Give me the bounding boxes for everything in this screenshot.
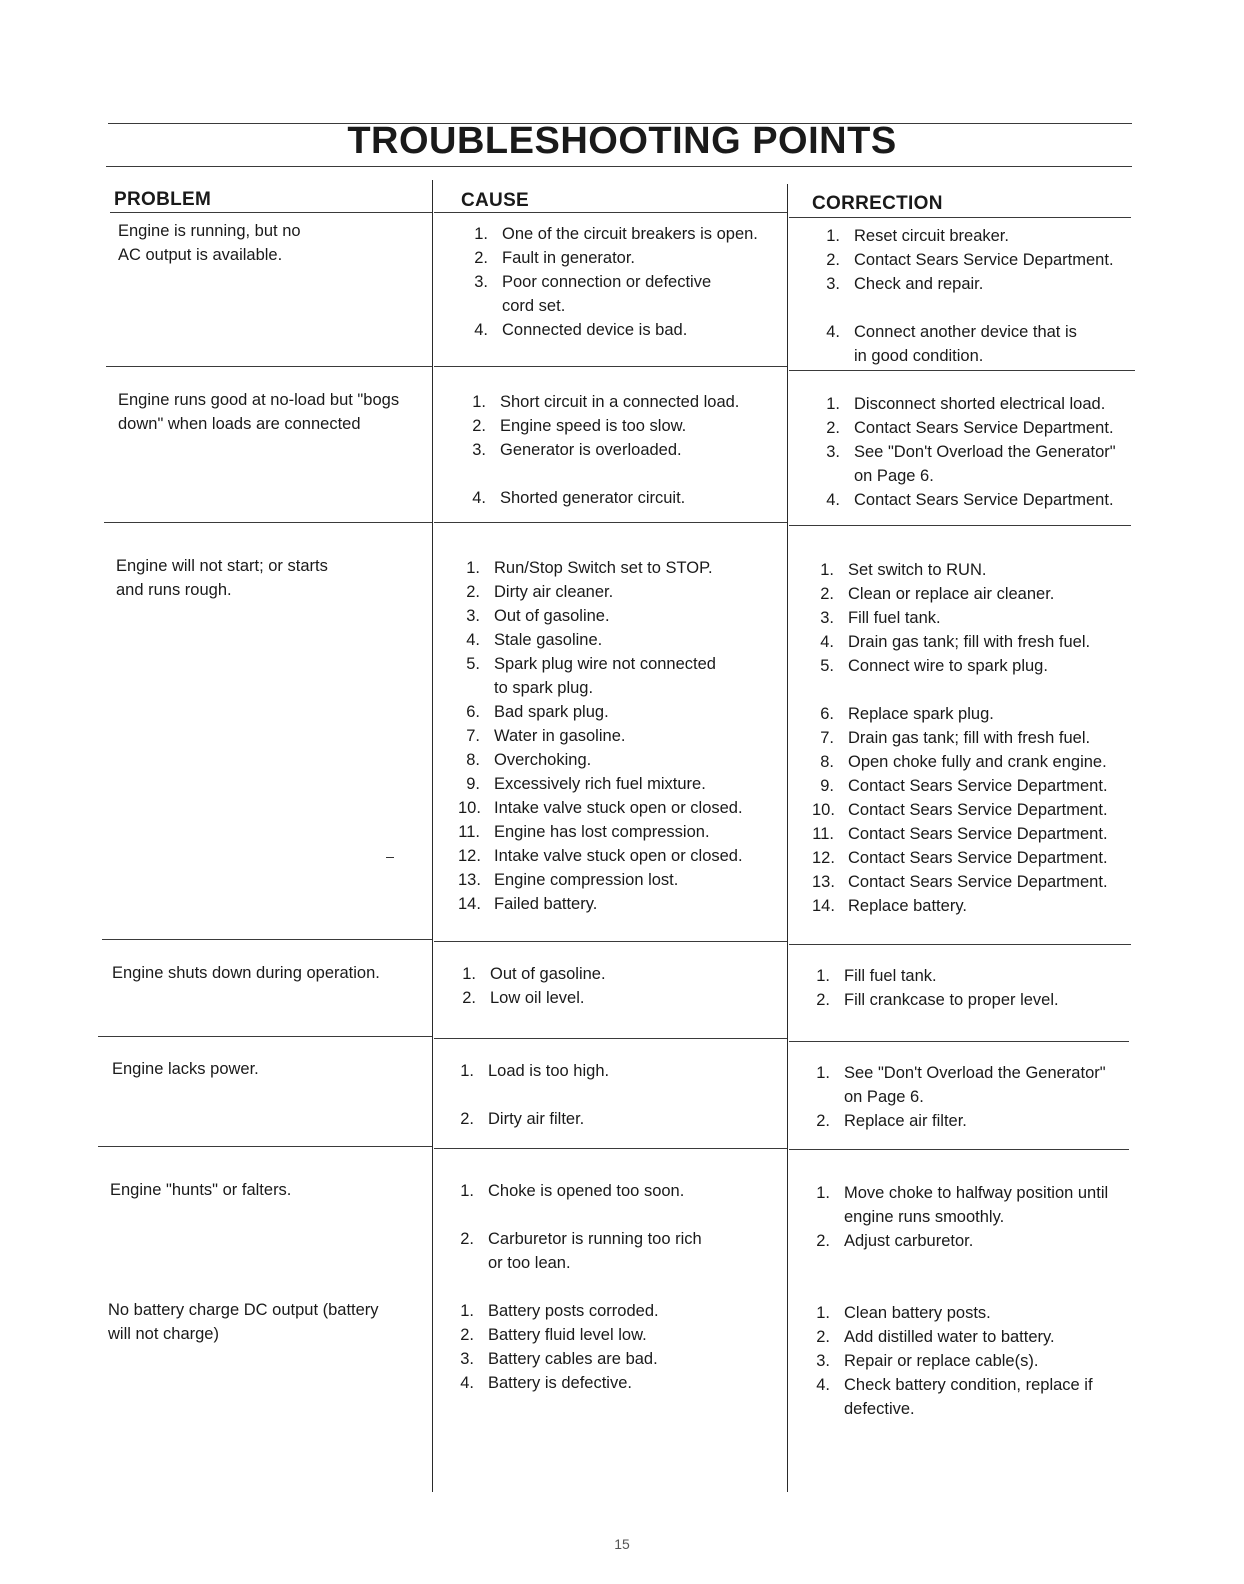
list-item bbox=[466, 222, 782, 246]
list-item bbox=[808, 1109, 1140, 1133]
item-text: Short circuit in a connected load. bbox=[500, 393, 740, 411]
list-item bbox=[812, 846, 1140, 870]
item-number: 1. bbox=[460, 1182, 474, 1200]
list-item bbox=[452, 1347, 774, 1371]
list-item bbox=[812, 606, 1140, 630]
item-number: 14. bbox=[812, 897, 835, 915]
item-text: Engine speed is too slow. bbox=[500, 417, 687, 435]
item-text: Move choke to halfway position until engine runs smoothly. bbox=[844, 1184, 1109, 1226]
header-correction: CORRECTION bbox=[812, 193, 943, 214]
list-item bbox=[812, 726, 1140, 750]
list-item bbox=[808, 1301, 1142, 1325]
item-number: 4. bbox=[820, 633, 834, 651]
item-text: Contact Sears Service Department. bbox=[848, 801, 1108, 819]
correction-list-hunts-falters bbox=[808, 1181, 1142, 1253]
item-number: 4. bbox=[826, 323, 840, 341]
item-number: 2. bbox=[826, 419, 840, 437]
item-number: 8. bbox=[466, 751, 480, 769]
row-separator bbox=[789, 1041, 1129, 1042]
list-item bbox=[452, 1323, 774, 1347]
header-underline-correction bbox=[789, 217, 1131, 218]
list-item bbox=[812, 774, 1140, 798]
list-item bbox=[818, 224, 1140, 248]
cause-list-shuts-down bbox=[454, 962, 774, 1010]
header-underline-problem bbox=[110, 212, 432, 213]
item-text: Load is too high. bbox=[488, 1062, 610, 1080]
stray-mark bbox=[386, 857, 394, 858]
item-number: 9. bbox=[820, 777, 834, 795]
item-text: See "Don't Overload the Generator" on Page 6. bbox=[854, 443, 1116, 485]
item-number: 1. bbox=[820, 561, 834, 579]
list-item bbox=[812, 750, 1140, 774]
list-spacer bbox=[812, 678, 1140, 702]
list-item bbox=[818, 488, 1140, 512]
correction-list-ac-output bbox=[818, 224, 1140, 368]
problem-battery-charge: No battery charge DC output (battery will not charge) bbox=[108, 1301, 379, 1343]
row-separator bbox=[434, 941, 787, 942]
item-text: Dirty air cleaner. bbox=[494, 583, 614, 601]
item-number: 3. bbox=[826, 443, 840, 461]
list-item bbox=[808, 1181, 1142, 1229]
item-number: 11. bbox=[812, 825, 834, 843]
item-text: Shorted generator circuit. bbox=[500, 489, 686, 507]
item-number: 7. bbox=[820, 729, 834, 747]
list-item bbox=[454, 986, 774, 1010]
item-text: Battery posts corroded. bbox=[488, 1302, 659, 1320]
cause-list-lacks-power bbox=[452, 1059, 774, 1131]
problem-ac-output: Engine is running, but no AC output is available. bbox=[118, 222, 301, 264]
list-item bbox=[458, 844, 782, 868]
list-item bbox=[818, 272, 1140, 296]
item-number: 1. bbox=[826, 395, 840, 413]
header-cause: CAUSE bbox=[461, 190, 530, 211]
list-item bbox=[808, 964, 1138, 988]
item-number: 6. bbox=[466, 703, 480, 721]
item-text: Clean or replace air cleaner. bbox=[848, 585, 1055, 603]
item-number: 4. bbox=[460, 1374, 474, 1392]
list-item bbox=[818, 320, 1140, 368]
item-text: Contact Sears Service Department. bbox=[848, 873, 1108, 891]
item-number: 7. bbox=[466, 727, 480, 745]
item-text: Engine has lost compression. bbox=[494, 823, 710, 841]
item-text: Intake valve stuck open or closed. bbox=[494, 847, 743, 865]
item-number: 10. bbox=[458, 799, 481, 817]
item-text: Drain gas tank; fill with fresh fuel. bbox=[848, 633, 1091, 651]
row-separator bbox=[102, 939, 432, 940]
item-number: 2. bbox=[460, 1326, 474, 1344]
item-text: Fill crankcase to proper level. bbox=[844, 991, 1059, 1009]
item-number: 3. bbox=[820, 609, 834, 627]
list-item bbox=[458, 796, 782, 820]
item-number: 5. bbox=[466, 655, 480, 673]
row-separator bbox=[789, 1149, 1129, 1150]
item-number: 13. bbox=[458, 871, 481, 889]
item-text: Battery is defective. bbox=[488, 1374, 632, 1392]
list-item bbox=[458, 868, 782, 892]
item-number: 1. bbox=[466, 559, 480, 577]
list-item bbox=[464, 438, 782, 462]
item-text: See "Don't Overload the Generator" on Page 6. bbox=[844, 1064, 1106, 1106]
item-text: Check battery condition, replace if defective. bbox=[844, 1376, 1093, 1418]
list-item bbox=[466, 270, 782, 318]
item-number: 4. bbox=[816, 1376, 830, 1394]
item-text: Clean battery posts. bbox=[844, 1304, 991, 1322]
problem-lacks-power: Engine lacks power. bbox=[112, 1060, 259, 1078]
item-number: 1. bbox=[816, 1304, 830, 1322]
item-text: Failed battery. bbox=[494, 895, 598, 913]
item-text: Connect another device that is in good condition. bbox=[854, 323, 1077, 365]
item-text: Spark plug wire not connected to spark plug. bbox=[494, 655, 716, 697]
cause-list-will-not-start bbox=[458, 556, 782, 916]
item-text: Contact Sears Service Department. bbox=[854, 419, 1114, 437]
list-item bbox=[808, 1373, 1142, 1421]
item-number: 13. bbox=[812, 873, 835, 891]
list-item bbox=[464, 486, 782, 510]
item-number: 9. bbox=[466, 775, 480, 793]
item-number: 3. bbox=[826, 275, 840, 293]
item-number: 3. bbox=[474, 273, 488, 291]
page-title: TROUBLESHOOTING POINTS bbox=[347, 120, 897, 162]
list-item bbox=[808, 1349, 1142, 1373]
item-text: Engine compression lost. bbox=[494, 871, 679, 889]
correction-list-bogs-down bbox=[818, 392, 1140, 512]
list-item bbox=[812, 702, 1140, 726]
item-text: Set switch to RUN. bbox=[848, 561, 987, 579]
item-number: 1. bbox=[462, 965, 476, 983]
item-number: 12. bbox=[812, 849, 835, 867]
list-item bbox=[812, 870, 1140, 894]
item-number: 2. bbox=[816, 1328, 830, 1346]
item-text: One of the circuit breakers is open. bbox=[502, 225, 758, 243]
item-number: 3. bbox=[472, 441, 486, 459]
item-number: 6. bbox=[820, 705, 834, 723]
item-text: Replace battery. bbox=[848, 897, 967, 915]
row-separator bbox=[434, 1038, 787, 1039]
list-item bbox=[458, 772, 782, 796]
item-text: Battery fluid level low. bbox=[488, 1326, 647, 1344]
item-text: Replace spark plug. bbox=[848, 705, 994, 723]
list-item bbox=[808, 988, 1138, 1012]
problem-will-not-start: Engine will not start; or starts and runs rough. bbox=[116, 557, 328, 599]
item-text: Contact Sears Service Department. bbox=[848, 825, 1108, 843]
correction-list-battery-charge bbox=[808, 1301, 1142, 1421]
list-item bbox=[808, 1325, 1142, 1349]
item-text: Intake valve stuck open or closed. bbox=[494, 799, 743, 817]
item-text: Overchoking. bbox=[494, 751, 592, 769]
item-text: Low oil level. bbox=[490, 989, 585, 1007]
list-item bbox=[464, 414, 782, 438]
list-item bbox=[458, 580, 782, 604]
item-text: Connected device is bad. bbox=[502, 321, 688, 339]
list-item bbox=[452, 1059, 774, 1083]
list-item bbox=[452, 1107, 774, 1131]
title-rule-bottom bbox=[106, 166, 1132, 167]
list-item bbox=[812, 582, 1140, 606]
list-item bbox=[812, 630, 1140, 654]
item-number: 1. bbox=[826, 227, 840, 245]
item-text: Fill fuel tank. bbox=[848, 609, 941, 627]
row-separator bbox=[434, 366, 787, 367]
item-number: 4. bbox=[466, 631, 480, 649]
item-text: Generator is overloaded. bbox=[500, 441, 682, 459]
item-number: 2. bbox=[466, 583, 480, 601]
item-number: 4. bbox=[474, 321, 488, 339]
list-item bbox=[452, 1227, 774, 1275]
item-number: 12. bbox=[458, 847, 481, 865]
item-number: 2. bbox=[460, 1230, 474, 1248]
item-text: Connect wire to spark plug. bbox=[848, 657, 1048, 675]
list-item bbox=[458, 652, 782, 700]
problem-hunts-falters: Engine "hunts" or falters. bbox=[110, 1181, 292, 1199]
list-item bbox=[452, 1179, 774, 1203]
row-separator bbox=[789, 525, 1131, 526]
item-number: 4. bbox=[826, 491, 840, 509]
page-number: 15 bbox=[614, 1536, 630, 1552]
list-item bbox=[818, 440, 1140, 488]
list-item bbox=[458, 820, 782, 844]
list-item bbox=[818, 392, 1140, 416]
list-item bbox=[466, 246, 782, 270]
list-item bbox=[458, 892, 782, 916]
item-number: 2. bbox=[816, 991, 830, 1009]
item-text: Battery cables are bad. bbox=[488, 1350, 658, 1368]
item-number: 2. bbox=[816, 1232, 830, 1250]
cause-list-ac-output bbox=[466, 222, 782, 342]
item-text: Out of gasoline. bbox=[494, 607, 610, 625]
list-item bbox=[812, 654, 1140, 678]
item-text: Reset circuit breaker. bbox=[854, 227, 1009, 245]
list-spacer bbox=[818, 296, 1140, 320]
list-item bbox=[458, 604, 782, 628]
list-item bbox=[808, 1229, 1142, 1253]
row-separator bbox=[98, 1146, 432, 1147]
list-item bbox=[458, 556, 782, 580]
item-text: Water in gasoline. bbox=[494, 727, 626, 745]
item-text: Check and repair. bbox=[854, 275, 984, 293]
list-item bbox=[458, 700, 782, 724]
item-text: Contact Sears Service Department. bbox=[848, 849, 1108, 867]
item-number: 2. bbox=[462, 989, 476, 1007]
list-item bbox=[818, 248, 1140, 272]
cause-list-battery-charge bbox=[452, 1299, 774, 1395]
item-number: 1. bbox=[472, 393, 486, 411]
item-number: 1. bbox=[460, 1062, 474, 1080]
item-number: 3. bbox=[466, 607, 480, 625]
correction-list-shuts-down bbox=[808, 964, 1138, 1012]
row-separator bbox=[789, 944, 1131, 945]
item-text: Replace air filter. bbox=[844, 1112, 967, 1130]
list-item bbox=[454, 962, 774, 986]
item-text: Bad spark plug. bbox=[494, 703, 609, 721]
cause-list-bogs-down bbox=[464, 390, 782, 510]
item-text: Fill fuel tank. bbox=[844, 967, 937, 985]
item-number: 4. bbox=[472, 489, 486, 507]
row-separator bbox=[104, 522, 432, 523]
list-item bbox=[458, 628, 782, 652]
list-item bbox=[452, 1299, 774, 1323]
list-item bbox=[466, 318, 782, 342]
item-text: Contact Sears Service Department. bbox=[854, 251, 1114, 269]
item-number: 1. bbox=[816, 1064, 830, 1082]
item-text: Contact Sears Service Department. bbox=[854, 491, 1114, 509]
list-spacer bbox=[452, 1083, 774, 1107]
list-item bbox=[812, 558, 1140, 582]
item-text: Adjust carburetor. bbox=[844, 1232, 974, 1250]
item-text: Drain gas tank; fill with fresh fuel. bbox=[848, 729, 1091, 747]
item-number: 2. bbox=[474, 249, 488, 267]
correction-list-lacks-power bbox=[808, 1061, 1140, 1133]
list-item bbox=[458, 724, 782, 748]
header-problem: PROBLEM bbox=[114, 189, 212, 210]
list-item bbox=[464, 390, 782, 414]
row-separator bbox=[434, 522, 787, 523]
cause-list-hunts-falters bbox=[452, 1179, 774, 1275]
item-number: 1. bbox=[460, 1302, 474, 1320]
item-number: 14. bbox=[458, 895, 481, 913]
item-text: Carburetor is running too rich or too lean. bbox=[488, 1230, 702, 1272]
list-item bbox=[812, 798, 1140, 822]
item-number: 2. bbox=[472, 417, 486, 435]
header-underline-cause bbox=[434, 212, 787, 213]
list-item bbox=[812, 894, 1140, 918]
item-number: 1. bbox=[816, 1184, 830, 1202]
item-text: Out of gasoline. bbox=[490, 965, 606, 983]
list-item bbox=[458, 748, 782, 772]
item-number: 10. bbox=[812, 801, 835, 819]
item-number: 2. bbox=[460, 1110, 474, 1128]
item-text: Add distilled water to battery. bbox=[844, 1328, 1055, 1346]
item-number: 5. bbox=[820, 657, 834, 675]
list-item bbox=[818, 416, 1140, 440]
problem-bogs-down: Engine runs good at no-load but "bogs down" when loads are connected bbox=[118, 391, 400, 433]
item-text: Open choke fully and crank engine. bbox=[848, 753, 1107, 771]
list-item bbox=[808, 1061, 1140, 1109]
list-spacer bbox=[452, 1203, 774, 1227]
item-number: 2. bbox=[816, 1112, 830, 1130]
item-text: Excessively rich fuel mixture. bbox=[494, 775, 706, 793]
column-divider-left bbox=[432, 180, 433, 1492]
item-number: 3. bbox=[816, 1352, 830, 1370]
item-text: Choke is opened too soon. bbox=[488, 1182, 685, 1200]
item-number: 11. bbox=[458, 823, 480, 841]
column-divider-right bbox=[787, 184, 788, 1492]
row-separator bbox=[106, 366, 432, 367]
item-text: Run/Stop Switch set to STOP. bbox=[494, 559, 713, 577]
row-separator bbox=[434, 1148, 787, 1149]
item-text: Disconnect shorted electrical load. bbox=[854, 395, 1106, 413]
item-text: Poor connection or defective cord set. bbox=[502, 273, 712, 315]
item-text: Fault in generator. bbox=[502, 249, 635, 267]
item-text: Repair or replace cable(s). bbox=[844, 1352, 1039, 1370]
problem-shuts-down: Engine shuts down during operation. bbox=[112, 964, 380, 982]
item-number: 3. bbox=[460, 1350, 474, 1368]
correction-list-will-not-start bbox=[812, 558, 1140, 918]
list-item bbox=[452, 1371, 774, 1395]
item-text: Dirty air filter. bbox=[488, 1110, 585, 1128]
list-spacer bbox=[464, 462, 782, 486]
item-number: 2. bbox=[820, 585, 834, 603]
item-text: Stale gasoline. bbox=[494, 631, 603, 649]
item-text: Contact Sears Service Department. bbox=[848, 777, 1108, 795]
item-number: 1. bbox=[816, 967, 830, 985]
item-number: 1. bbox=[474, 225, 488, 243]
list-item bbox=[812, 822, 1140, 846]
row-separator bbox=[789, 370, 1135, 371]
item-number: 2. bbox=[826, 251, 840, 269]
item-number: 8. bbox=[820, 753, 834, 771]
row-separator bbox=[98, 1036, 432, 1037]
